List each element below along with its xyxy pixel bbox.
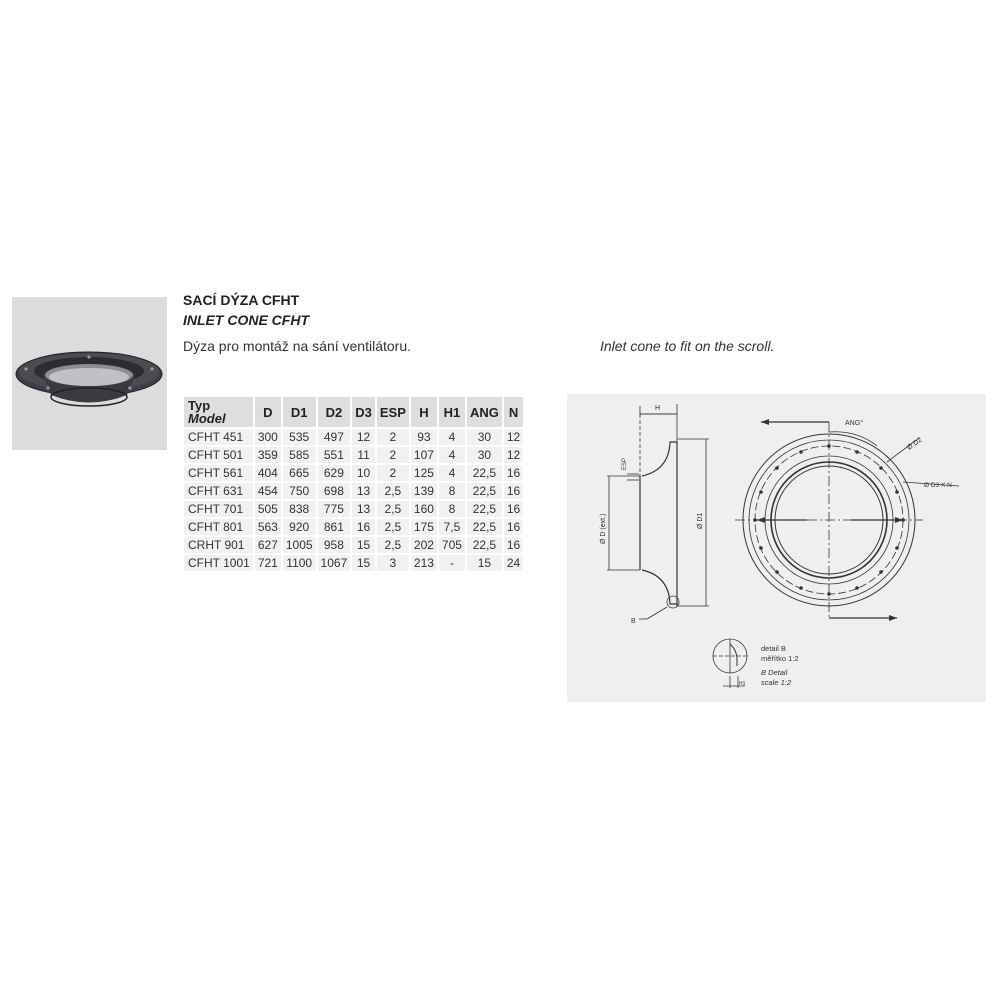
value-cell: 15 [352, 555, 375, 571]
value-cell: 12 [504, 429, 523, 445]
d1-label: Ø D1 [697, 512, 704, 529]
value-cell: 13 [352, 501, 375, 517]
d-ext-label: Ø D (ext.) [600, 513, 607, 544]
table-header-row [184, 397, 523, 427]
value-cell: 16 [352, 519, 375, 535]
ang-label: ANG° [845, 420, 863, 427]
side-view [600, 404, 709, 625]
model-cell: CFHT 701 [184, 501, 253, 517]
value-cell: 454 [255, 483, 281, 499]
value-cell: 2,5 [377, 501, 409, 517]
model-cell: CFHT 1001 [184, 555, 253, 571]
value-cell: 30 [467, 447, 502, 463]
value-cell: 107 [411, 447, 437, 463]
detail-b [713, 639, 799, 688]
value-cell: 2 [377, 447, 409, 463]
value-cell: 22,5 [467, 501, 502, 517]
value-cell: 8 [439, 501, 465, 517]
value-cell: 1067 [318, 555, 351, 571]
column-header: D [255, 397, 281, 427]
value-cell: 750 [283, 483, 316, 499]
value-cell: 721 [255, 555, 281, 571]
value-cell: 698 [318, 483, 351, 499]
header-model: Model [188, 411, 226, 426]
value-cell: 535 [283, 429, 316, 445]
value-cell: 4 [439, 447, 465, 463]
header-typ-model [184, 397, 253, 427]
header-typ: Typ [188, 398, 211, 413]
value-cell: 585 [283, 447, 316, 463]
value-cell: 16 [504, 465, 523, 481]
value-cell: 12 [504, 447, 523, 463]
d2-label: Ø D2 [906, 436, 924, 452]
column-header: H [411, 397, 437, 427]
value-cell: 93 [411, 429, 437, 445]
table-row [184, 447, 523, 463]
value-cell: 13 [352, 483, 375, 499]
value-cell: 838 [283, 501, 316, 517]
value-cell: 16 [504, 519, 523, 535]
value-cell: 15 [352, 537, 375, 553]
value-cell: 30 [467, 429, 502, 445]
column-header: D1 [283, 397, 316, 427]
column-header: D2 [318, 397, 351, 427]
column-header: ESP [377, 397, 409, 427]
product-title-cz: SACÍ DÝZA CFHT [183, 292, 300, 308]
d3n-label: Ø D3 X N [924, 482, 952, 489]
value-cell: 300 [255, 429, 281, 445]
description-en: Inlet cone to fit on the scroll. [600, 338, 775, 354]
column-header: N [504, 397, 523, 427]
value-cell: 11 [352, 447, 375, 463]
column-header: H1 [439, 397, 465, 427]
column-header: D3 [352, 397, 375, 427]
value-cell: 22,5 [467, 465, 502, 481]
model-cell: CFHT 631 [184, 483, 253, 499]
model-cell: CFHT 561 [184, 465, 253, 481]
model-cell: CRHT 901 [184, 537, 253, 553]
value-cell: 404 [255, 465, 281, 481]
technical-drawing [567, 394, 986, 702]
value-cell: 175 [411, 519, 437, 535]
model-cell: CFHT 451 [184, 429, 253, 445]
h1-label: H1 [739, 681, 746, 687]
value-cell: 4 [439, 429, 465, 445]
table-row [184, 501, 523, 517]
value-cell: 505 [255, 501, 281, 517]
description-cz: Dýza pro montáž na sání ventilátoru. [183, 338, 412, 354]
value-cell: 15 [467, 555, 502, 571]
value-cell: 22,5 [467, 519, 502, 535]
value-cell: 16 [504, 537, 523, 553]
b-label: B [631, 618, 636, 625]
column-header: ANG [467, 397, 502, 427]
table-row [184, 429, 523, 445]
value-cell: 12 [352, 429, 375, 445]
table-row [184, 537, 523, 553]
value-cell: 139 [411, 483, 437, 499]
value-cell: 861 [318, 519, 351, 535]
detail-en-line1: B Detail [761, 668, 788, 677]
value-cell: 1100 [283, 555, 316, 571]
value-cell: 2,5 [377, 483, 409, 499]
value-cell: 4 [439, 465, 465, 481]
value-cell: 629 [318, 465, 351, 481]
h-label: H [655, 405, 661, 412]
value-cell: 160 [411, 501, 437, 517]
detail-cz-line2: měřítko 1:2 [761, 654, 799, 663]
value-cell: 16 [504, 501, 523, 517]
table-row [184, 555, 523, 571]
value-cell: 627 [255, 537, 281, 553]
value-cell: 551 [318, 447, 351, 463]
value-cell: 213 [411, 555, 437, 571]
value-cell: 920 [283, 519, 316, 535]
value-cell: - [439, 555, 465, 571]
value-cell: 563 [255, 519, 281, 535]
product-photo [12, 297, 167, 450]
value-cell: 705 [439, 537, 465, 553]
table-row [184, 483, 523, 499]
value-cell: 24 [504, 555, 523, 571]
value-cell: 22,5 [467, 537, 502, 553]
value-cell: 775 [318, 501, 351, 517]
esp-label: ESP [622, 457, 628, 470]
value-cell: 1005 [283, 537, 316, 553]
front-view [735, 419, 959, 621]
dimension-table [182, 395, 525, 573]
value-cell: 22,5 [467, 483, 502, 499]
value-cell: 958 [318, 537, 351, 553]
model-cell: CFHT 501 [184, 447, 253, 463]
table-row [184, 465, 523, 481]
value-cell: 16 [504, 483, 523, 499]
value-cell: 2,5 [377, 519, 409, 535]
value-cell: 497 [318, 429, 351, 445]
value-cell: 3 [377, 555, 409, 571]
value-cell: 359 [255, 447, 281, 463]
value-cell: 125 [411, 465, 437, 481]
detail-cz-line1: detail B [761, 644, 787, 653]
value-cell: 202 [411, 537, 437, 553]
value-cell: 8 [439, 483, 465, 499]
value-cell: 2 [377, 429, 409, 445]
value-cell: 2,5 [377, 537, 409, 553]
value-cell: 2 [377, 465, 409, 481]
value-cell: 10 [352, 465, 375, 481]
model-cell: CFHT 801 [184, 519, 253, 535]
detail-en-line2: scale 1:2 [761, 678, 792, 687]
product-title-en: INLET CONE CFHT [183, 312, 309, 328]
value-cell: 7,5 [439, 519, 465, 535]
value-cell: 665 [283, 465, 316, 481]
table-row [184, 519, 523, 535]
